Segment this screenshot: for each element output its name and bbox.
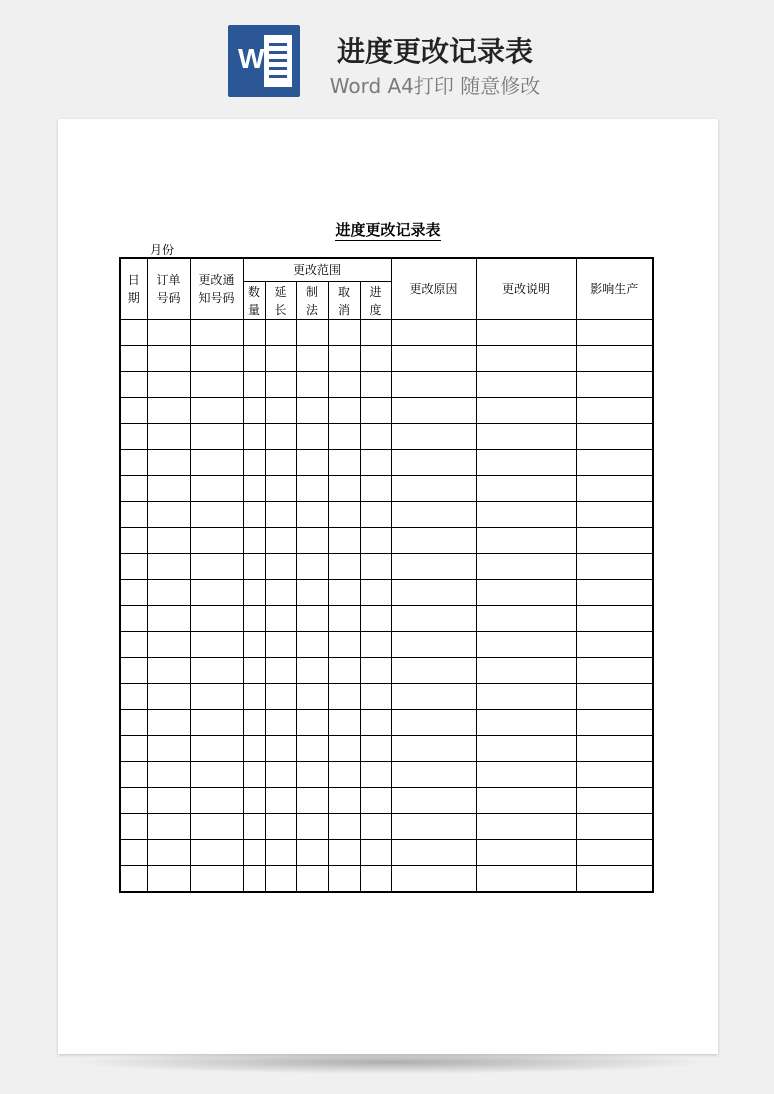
table-cell[interactable] [391, 554, 476, 580]
table-cell[interactable] [328, 710, 360, 736]
table-cell[interactable] [328, 554, 360, 580]
table-cell[interactable] [476, 502, 576, 528]
table-cell[interactable] [120, 814, 147, 840]
table-cell[interactable] [360, 866, 391, 893]
table-cell[interactable] [576, 502, 653, 528]
month-label: 月份 [150, 243, 175, 257]
table-cell[interactable] [265, 840, 296, 866]
table-row [120, 762, 653, 788]
table-cell[interactable] [296, 840, 328, 866]
table-cell[interactable] [360, 788, 391, 814]
table-cell[interactable] [576, 632, 653, 658]
table-cell[interactable] [360, 372, 391, 398]
header-order-number-text: 订单号码 [156, 273, 181, 305]
table-row [120, 840, 653, 866]
table-cell[interactable] [243, 684, 265, 710]
table-cell[interactable] [391, 450, 476, 476]
table-cell[interactable] [265, 528, 296, 554]
table-cell[interactable] [476, 424, 576, 450]
table-cell[interactable] [120, 424, 147, 450]
table-cell[interactable] [296, 788, 328, 814]
table-cell[interactable] [391, 372, 476, 398]
table-row [120, 398, 653, 424]
table-cell[interactable] [265, 398, 296, 424]
table-cell[interactable] [147, 320, 190, 346]
table-cell[interactable] [243, 814, 265, 840]
table-cell[interactable] [190, 372, 243, 398]
table-cell[interactable] [265, 788, 296, 814]
table-cell[interactable] [296, 450, 328, 476]
header-scope-cancel-text: 取消 [337, 284, 350, 317]
table-cell[interactable] [190, 528, 243, 554]
table-cell[interactable] [328, 424, 360, 450]
table-row [120, 606, 653, 632]
template-title: 进度更改记录表 [336, 35, 533, 68]
table-cell[interactable] [360, 424, 391, 450]
change-record-table [119, 257, 654, 893]
table-row [120, 866, 653, 893]
header-notice-number [190, 258, 243, 320]
table-cell[interactable] [576, 424, 653, 450]
header-order-number [147, 258, 190, 320]
table-cell[interactable] [476, 320, 576, 346]
table-row [120, 658, 653, 684]
table-cell[interactable] [120, 736, 147, 762]
table-cell[interactable] [120, 710, 147, 736]
document-page [58, 119, 718, 1054]
table-cell[interactable] [360, 528, 391, 554]
table-cell[interactable] [576, 554, 653, 580]
table-cell[interactable] [265, 450, 296, 476]
word-logo-letter: W [238, 43, 265, 74]
table-cell[interactable] [265, 684, 296, 710]
document-page-icon [264, 35, 292, 87]
table-cell[interactable] [243, 580, 265, 606]
table-cell[interactable] [190, 788, 243, 814]
table-cell[interactable] [243, 476, 265, 502]
table-cell[interactable] [190, 502, 243, 528]
header-scope-progress-text: 进度 [369, 284, 382, 317]
table-cell[interactable] [476, 580, 576, 606]
table-cell[interactable] [147, 632, 190, 658]
table-row [120, 320, 653, 346]
header-scope-method-text: 制法 [305, 284, 318, 317]
header-scope-quantity [243, 282, 265, 320]
table-cell[interactable] [296, 814, 328, 840]
table-cell[interactable] [391, 814, 476, 840]
table-cell[interactable] [120, 450, 147, 476]
template-subtitle: Word A4打印 随意修改 [329, 74, 541, 98]
table-cell[interactable] [265, 814, 296, 840]
table-cell[interactable] [576, 320, 653, 346]
table-cell[interactable] [120, 840, 147, 866]
page-header [0, 0, 774, 110]
table-cell[interactable] [328, 762, 360, 788]
table-cell[interactable] [476, 658, 576, 684]
table-cell[interactable] [476, 554, 576, 580]
table-cell[interactable] [120, 580, 147, 606]
table-cell[interactable] [120, 658, 147, 684]
table-cell[interactable] [147, 450, 190, 476]
table-row [120, 528, 653, 554]
table-cell[interactable] [147, 580, 190, 606]
table-cell[interactable] [120, 372, 147, 398]
table-cell[interactable] [190, 554, 243, 580]
table-cell[interactable] [120, 632, 147, 658]
header-production-impact: 影响生产 [576, 258, 653, 320]
table-cell[interactable] [391, 658, 476, 684]
table-cell[interactable] [576, 762, 653, 788]
table-row [120, 632, 653, 658]
table-cell[interactable] [120, 346, 147, 372]
table-cell[interactable] [190, 424, 243, 450]
table-cell[interactable] [328, 736, 360, 762]
table-cell[interactable] [391, 632, 476, 658]
table-cell[interactable] [391, 788, 476, 814]
table-cell[interactable] [243, 450, 265, 476]
header-scope-progress [360, 282, 391, 320]
table-cell[interactable] [391, 606, 476, 632]
table-cell[interactable] [391, 736, 476, 762]
table-cell[interactable] [120, 476, 147, 502]
table-cell[interactable] [296, 632, 328, 658]
table-cell[interactable] [296, 580, 328, 606]
table-cell[interactable] [328, 658, 360, 684]
table-cell[interactable] [391, 710, 476, 736]
table-cell[interactable] [147, 710, 190, 736]
table-cell[interactable] [476, 372, 576, 398]
table-cell[interactable] [391, 502, 476, 528]
table-cell[interactable] [328, 398, 360, 424]
table-cell[interactable] [360, 632, 391, 658]
table-cell[interactable] [190, 710, 243, 736]
table-cell[interactable] [576, 658, 653, 684]
table-cell[interactable] [265, 346, 296, 372]
table-cell[interactable] [576, 684, 653, 710]
table-cell[interactable] [391, 320, 476, 346]
table-row [120, 710, 653, 736]
header-scope-cancel [328, 282, 360, 320]
table-cell[interactable] [328, 476, 360, 502]
table-cell[interactable] [476, 606, 576, 632]
table-cell[interactable] [190, 684, 243, 710]
table-cell[interactable] [360, 554, 391, 580]
table-cell[interactable] [476, 788, 576, 814]
table-cell[interactable] [391, 866, 476, 893]
table-cell[interactable] [476, 450, 576, 476]
table-cell[interactable] [576, 788, 653, 814]
table-row [120, 814, 653, 840]
table-cell[interactable] [120, 788, 147, 814]
table-cell[interactable] [120, 554, 147, 580]
table-cell[interactable] [360, 450, 391, 476]
table-cell[interactable] [576, 476, 653, 502]
table-cell[interactable] [243, 372, 265, 398]
table-cell[interactable] [265, 580, 296, 606]
table-cell[interactable] [147, 684, 190, 710]
table-cell[interactable] [243, 840, 265, 866]
table-cell[interactable] [296, 762, 328, 788]
table-cell[interactable] [190, 866, 243, 893]
table-cell[interactable] [296, 606, 328, 632]
table-cell[interactable] [576, 528, 653, 554]
table-cell[interactable] [328, 606, 360, 632]
table-cell[interactable] [147, 840, 190, 866]
table-cell[interactable] [147, 606, 190, 632]
table-row [120, 736, 653, 762]
table-cell[interactable] [328, 580, 360, 606]
table-cell[interactable] [476, 632, 576, 658]
table-cell[interactable] [391, 528, 476, 554]
table-cell[interactable] [265, 736, 296, 762]
table-cell[interactable] [190, 658, 243, 684]
table-cell[interactable] [328, 320, 360, 346]
table-cell[interactable] [360, 762, 391, 788]
table-cell[interactable] [190, 606, 243, 632]
table-cell[interactable] [296, 476, 328, 502]
table-cell[interactable] [328, 788, 360, 814]
table-cell[interactable] [147, 762, 190, 788]
table-cell[interactable] [328, 346, 360, 372]
table-cell[interactable] [190, 580, 243, 606]
table-cell[interactable] [147, 866, 190, 893]
table-cell[interactable] [360, 476, 391, 502]
table-cell[interactable] [147, 554, 190, 580]
table-cell[interactable] [360, 710, 391, 736]
table-cell[interactable] [476, 840, 576, 866]
table-cell[interactable] [265, 606, 296, 632]
table-cell[interactable] [190, 398, 243, 424]
table-cell[interactable] [147, 346, 190, 372]
table-cell[interactable] [296, 398, 328, 424]
table-cell[interactable] [391, 398, 476, 424]
table-cell[interactable] [296, 372, 328, 398]
table-cell[interactable] [265, 424, 296, 450]
table-row [120, 476, 653, 502]
table-cell[interactable] [243, 398, 265, 424]
table-body [120, 320, 653, 893]
table-cell[interactable] [328, 450, 360, 476]
table-cell[interactable] [190, 814, 243, 840]
table-cell[interactable] [190, 476, 243, 502]
table-cell[interactable] [391, 580, 476, 606]
table-cell[interactable] [576, 736, 653, 762]
table-cell[interactable] [190, 762, 243, 788]
table-cell[interactable] [360, 736, 391, 762]
table-cell[interactable] [243, 788, 265, 814]
header-date-text: 日期 [127, 273, 140, 305]
table-cell[interactable] [391, 840, 476, 866]
header-change-scope: 更改范围 [243, 258, 391, 282]
header-change-reason: 更改原因 [391, 258, 476, 320]
header-scope-extend-text: 延长 [274, 284, 287, 317]
document-title-text: 进度更改记录表 [335, 221, 441, 239]
table-cell[interactable] [360, 346, 391, 372]
table-cell[interactable] [296, 658, 328, 684]
table-cell[interactable] [265, 866, 296, 893]
table-cell[interactable] [243, 710, 265, 736]
table-cell[interactable] [576, 372, 653, 398]
table-row [120, 424, 653, 450]
table-cell[interactable] [391, 476, 476, 502]
table-row [120, 788, 653, 814]
table-cell[interactable] [476, 398, 576, 424]
table-cell[interactable] [120, 866, 147, 893]
table-cell[interactable] [360, 814, 391, 840]
document-title [58, 219, 718, 240]
table-cell[interactable] [120, 606, 147, 632]
table-cell[interactable] [476, 736, 576, 762]
table-cell[interactable] [328, 814, 360, 840]
table-cell[interactable] [476, 684, 576, 710]
table-cell[interactable] [120, 320, 147, 346]
table-cell[interactable] [296, 736, 328, 762]
table-row [120, 684, 653, 710]
table-cell[interactable] [360, 398, 391, 424]
table-cell[interactable] [265, 502, 296, 528]
table-cell[interactable] [147, 658, 190, 684]
table-cell[interactable] [147, 424, 190, 450]
header-date [120, 258, 147, 320]
table-cell[interactable] [120, 528, 147, 554]
table-cell[interactable] [265, 762, 296, 788]
table-cell[interactable] [360, 320, 391, 346]
table-cell[interactable] [265, 372, 296, 398]
table-cell[interactable] [265, 476, 296, 502]
table-cell[interactable] [360, 606, 391, 632]
table-row [120, 372, 653, 398]
table-cell[interactable] [147, 476, 190, 502]
table-cell[interactable] [476, 762, 576, 788]
table-row [120, 346, 653, 372]
table-cell[interactable] [576, 398, 653, 424]
table-cell[interactable] [296, 320, 328, 346]
table-cell[interactable] [328, 866, 360, 893]
table-cell[interactable] [476, 866, 576, 893]
table-cell[interactable] [476, 710, 576, 736]
table-cell[interactable] [147, 372, 190, 398]
table-cell[interactable] [576, 346, 653, 372]
table-cell[interactable] [296, 866, 328, 893]
table-cell[interactable] [576, 580, 653, 606]
table-cell[interactable] [243, 528, 265, 554]
table-cell[interactable] [243, 320, 265, 346]
table-cell[interactable] [147, 528, 190, 554]
table-cell[interactable] [391, 424, 476, 450]
table-cell[interactable] [328, 684, 360, 710]
table-cell[interactable] [190, 632, 243, 658]
table-cell[interactable] [120, 684, 147, 710]
table-cell[interactable] [147, 398, 190, 424]
table-cell[interactable] [576, 840, 653, 866]
table-cell[interactable] [576, 606, 653, 632]
table-cell[interactable] [296, 346, 328, 372]
table-cell[interactable] [328, 528, 360, 554]
table-cell[interactable] [120, 762, 147, 788]
table-row [120, 554, 653, 580]
header-scope-extend [265, 282, 296, 320]
word-app-icon [228, 25, 300, 97]
table-cell[interactable] [243, 658, 265, 684]
table-row [120, 502, 653, 528]
table-cell[interactable] [360, 840, 391, 866]
table-cell[interactable] [360, 684, 391, 710]
table-cell[interactable] [243, 632, 265, 658]
table-cell[interactable] [391, 346, 476, 372]
table-cell[interactable] [476, 346, 576, 372]
table-cell[interactable] [265, 320, 296, 346]
table-cell[interactable] [576, 450, 653, 476]
table-cell[interactable] [328, 632, 360, 658]
table-cell[interactable] [328, 502, 360, 528]
table-cell[interactable] [296, 684, 328, 710]
table-cell[interactable] [243, 866, 265, 893]
table-cell[interactable] [576, 710, 653, 736]
table-cell[interactable] [243, 346, 265, 372]
table-cell[interactable] [296, 424, 328, 450]
table-cell[interactable] [190, 320, 243, 346]
table-row [120, 580, 653, 606]
table-cell[interactable] [476, 814, 576, 840]
table-cell[interactable] [296, 528, 328, 554]
table-row [120, 450, 653, 476]
table-cell[interactable] [190, 450, 243, 476]
table-cell[interactable] [360, 658, 391, 684]
table-cell[interactable] [476, 528, 576, 554]
table-cell[interactable] [296, 554, 328, 580]
table-cell[interactable] [243, 424, 265, 450]
table-cell[interactable] [265, 632, 296, 658]
table-cell[interactable] [265, 710, 296, 736]
table-cell[interactable] [147, 736, 190, 762]
table-cell[interactable] [391, 684, 476, 710]
table-cell[interactable] [120, 502, 147, 528]
table-cell[interactable] [243, 736, 265, 762]
table-cell[interactable] [328, 840, 360, 866]
table-cell[interactable] [360, 502, 391, 528]
table-cell[interactable] [265, 658, 296, 684]
table-cell[interactable] [243, 554, 265, 580]
table-cell[interactable] [328, 372, 360, 398]
table-cell[interactable] [243, 606, 265, 632]
table-cell[interactable] [243, 502, 265, 528]
header-scope-method [296, 282, 328, 320]
table-cell[interactable] [190, 840, 243, 866]
header-notice-number-text: 更改通知号码 [198, 273, 235, 305]
table-cell[interactable] [147, 814, 190, 840]
table-cell[interactable] [296, 502, 328, 528]
table-cell[interactable] [243, 762, 265, 788]
table-cell[interactable] [576, 814, 653, 840]
table-cell[interactable] [147, 502, 190, 528]
header-scope-quantity-text: 数量 [247, 284, 260, 317]
table-cell[interactable] [296, 710, 328, 736]
table-cell[interactable] [476, 476, 576, 502]
table-cell[interactable] [391, 762, 476, 788]
header-change-description: 更改说明 [476, 258, 576, 320]
table-cell[interactable] [147, 788, 190, 814]
table-cell[interactable] [190, 346, 243, 372]
table-cell[interactable] [576, 866, 653, 893]
table-cell[interactable] [120, 398, 147, 424]
table-cell[interactable] [265, 554, 296, 580]
table-cell[interactable] [360, 580, 391, 606]
table-cell[interactable] [190, 736, 243, 762]
